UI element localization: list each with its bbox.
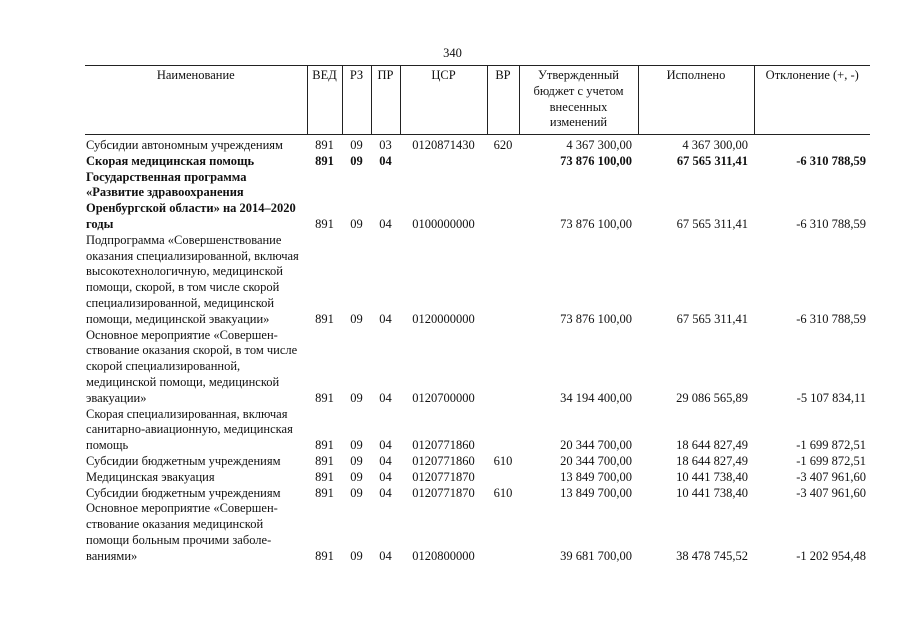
- row-pr: 04: [379, 216, 392, 231]
- table-row: [85, 486, 870, 502]
- row-deviation: -6 310 788,59: [796, 153, 866, 168]
- row-approved: 73 876 100,00: [560, 311, 632, 326]
- row-pr: 04: [379, 390, 392, 405]
- row-ved: 891: [315, 485, 334, 500]
- budget-table: [85, 65, 870, 565]
- row-name: Медицинская эвакуация: [86, 469, 215, 484]
- row-ved: 891: [315, 216, 334, 231]
- row-name: Государственная программа «Развитие здравоохранения Оренбургской области» на 2014–2020 годы: [86, 169, 296, 231]
- table-row: [85, 233, 870, 328]
- row-vr: 610: [493, 453, 513, 468]
- row-csr: 0120700000: [412, 390, 475, 405]
- row-ved: 891: [315, 153, 334, 168]
- row-vr: 610: [493, 485, 513, 500]
- row-approved: 39 681 700,00: [560, 548, 632, 563]
- row-ved: 891: [315, 438, 334, 453]
- row-pr: 04: [379, 548, 392, 563]
- row-rz: 09: [350, 138, 363, 152]
- row-deviation: -3 407 961,60: [796, 469, 866, 484]
- row-vr: [487, 233, 519, 328]
- row-csr: 0120771870: [412, 469, 475, 484]
- header-rz: РЗ: [342, 66, 371, 135]
- table-row: [85, 170, 870, 233]
- row-rz: 09: [350, 390, 363, 405]
- row-pr: 04: [379, 311, 392, 326]
- row-pr: 04: [379, 153, 392, 168]
- row-rz: 09: [350, 453, 363, 468]
- table-row: [85, 328, 870, 407]
- row-rz: 09: [350, 548, 363, 563]
- row-deviation: -6 310 788,59: [796, 216, 866, 231]
- row-name: Скорая специализированная, включая санитарно-авиационную, медицинская помощь: [86, 406, 293, 453]
- header-deviation: Отклонение (+, -): [754, 66, 870, 135]
- header-vr: ВР: [487, 66, 519, 135]
- table-row: [85, 454, 870, 470]
- row-executed: 18 644 827,49: [676, 453, 748, 468]
- row-executed: 10 441 738,40: [676, 469, 748, 484]
- row-ved: 891: [315, 469, 334, 484]
- table-row: [85, 135, 870, 154]
- row-pr: 04: [379, 469, 392, 484]
- row-deviation: -1 699 872,51: [796, 438, 866, 453]
- row-deviation: -6 310 788,59: [796, 311, 866, 326]
- row-executed: 67 565 311,41: [676, 216, 748, 231]
- row-executed: 29 086 565,89: [676, 390, 748, 405]
- header-ved: ВЕД: [307, 66, 342, 135]
- row-ved: 891: [315, 390, 334, 405]
- row-approved: 73 876 100,00: [560, 216, 632, 231]
- row-vr: [487, 328, 519, 407]
- table-row: [85, 154, 870, 170]
- row-approved: 4 367 300,00: [566, 138, 632, 152]
- header-csr: ЦСР: [400, 66, 487, 135]
- table-row: [85, 470, 870, 486]
- row-pr: 04: [379, 485, 392, 500]
- row-ved: 891: [315, 453, 334, 468]
- row-ved: 891: [315, 311, 334, 326]
- row-executed: 67 565 311,41: [676, 311, 748, 326]
- row-deviation: -1 699 872,51: [796, 453, 866, 468]
- row-csr: 0120771860: [412, 438, 475, 453]
- row-vr: [487, 407, 519, 454]
- row-csr: 0120771860: [412, 453, 475, 468]
- row-approved: 13 849 700,00: [560, 469, 632, 484]
- row-executed: 18 644 827,49: [676, 438, 748, 453]
- header-approved: Утвержденный бюджет с учетом внесенных изменений: [519, 66, 638, 135]
- row-vr: [487, 470, 519, 486]
- row-deviation: -5 107 834,11: [796, 390, 866, 405]
- row-csr: 0120800000: [412, 548, 475, 563]
- row-csr: 0100000000: [412, 216, 475, 231]
- row-vr: 620: [493, 138, 513, 152]
- row-executed: 10 441 738,40: [676, 485, 748, 500]
- page-number: 340: [443, 46, 462, 60]
- row-approved: 13 849 700,00: [560, 485, 632, 500]
- row-executed: 38 478 745,52: [676, 548, 748, 563]
- row-name: Субсидии автономным учреждениям: [86, 138, 283, 152]
- row-csr: 0120000000: [412, 311, 475, 326]
- row-name: Субсидии бюджетным учреждениям: [86, 485, 281, 500]
- row-deviation: -1 202 954,48: [796, 548, 866, 563]
- row-approved: 34 194 400,00: [560, 390, 632, 405]
- row-rz: 09: [350, 216, 363, 231]
- row-deviation: -3 407 961,60: [796, 485, 866, 500]
- row-deviation: [754, 135, 870, 154]
- row-name: Подпрограмма «Совершенствование оказания специализированной, включая высокотехнологичную, медицинской помощи, скорой, в том числе скорой специализированной, медицинской помощи, медицинской эвакуации»: [86, 232, 299, 326]
- row-ved: 891: [315, 548, 334, 563]
- row-pr: 04: [379, 438, 392, 453]
- row-rz: 09: [350, 311, 363, 326]
- row-csr: 0120771870: [412, 485, 475, 500]
- row-vr: [487, 170, 519, 233]
- row-name: Основное мероприятие «Совершенствование оказания медицинской помощи больным прочими заболеваниями»: [86, 501, 278, 563]
- table-header-row: [85, 66, 870, 135]
- row-rz: 09: [350, 153, 363, 168]
- header-executed: Исполнено: [638, 66, 754, 135]
- row-approved: 20 344 700,00: [560, 438, 632, 453]
- row-pr: 03: [379, 138, 392, 152]
- row-rz: 09: [350, 469, 363, 484]
- table-row: [85, 407, 870, 454]
- header-name: Наименование: [85, 66, 307, 135]
- row-rz: 09: [350, 485, 363, 500]
- row-vr: [487, 154, 519, 170]
- row-executed: 67 565 311,41: [676, 153, 748, 168]
- row-executed: 4 367 300,00: [682, 138, 748, 152]
- row-name: Субсидии бюджетным учреждениям: [86, 453, 281, 468]
- row-csr: [400, 154, 487, 170]
- header-pr: ПР: [371, 66, 400, 135]
- row-vr: [487, 501, 519, 564]
- row-pr: 04: [379, 453, 392, 468]
- row-csr: 0120871430: [412, 138, 475, 152]
- row-approved: 73 876 100,00: [560, 153, 632, 168]
- table-row: [85, 501, 870, 564]
- row-rz: 09: [350, 438, 363, 453]
- row-approved: 20 344 700,00: [560, 453, 632, 468]
- row-name: Основное мероприятие «Совершенствование оказания скорой, в том числе скорой специализированной, медицинской помощи, медицинской эвакуации»: [86, 327, 298, 405]
- row-name: Скорая медицинская помощь: [86, 153, 255, 168]
- row-ved: 891: [315, 138, 334, 152]
